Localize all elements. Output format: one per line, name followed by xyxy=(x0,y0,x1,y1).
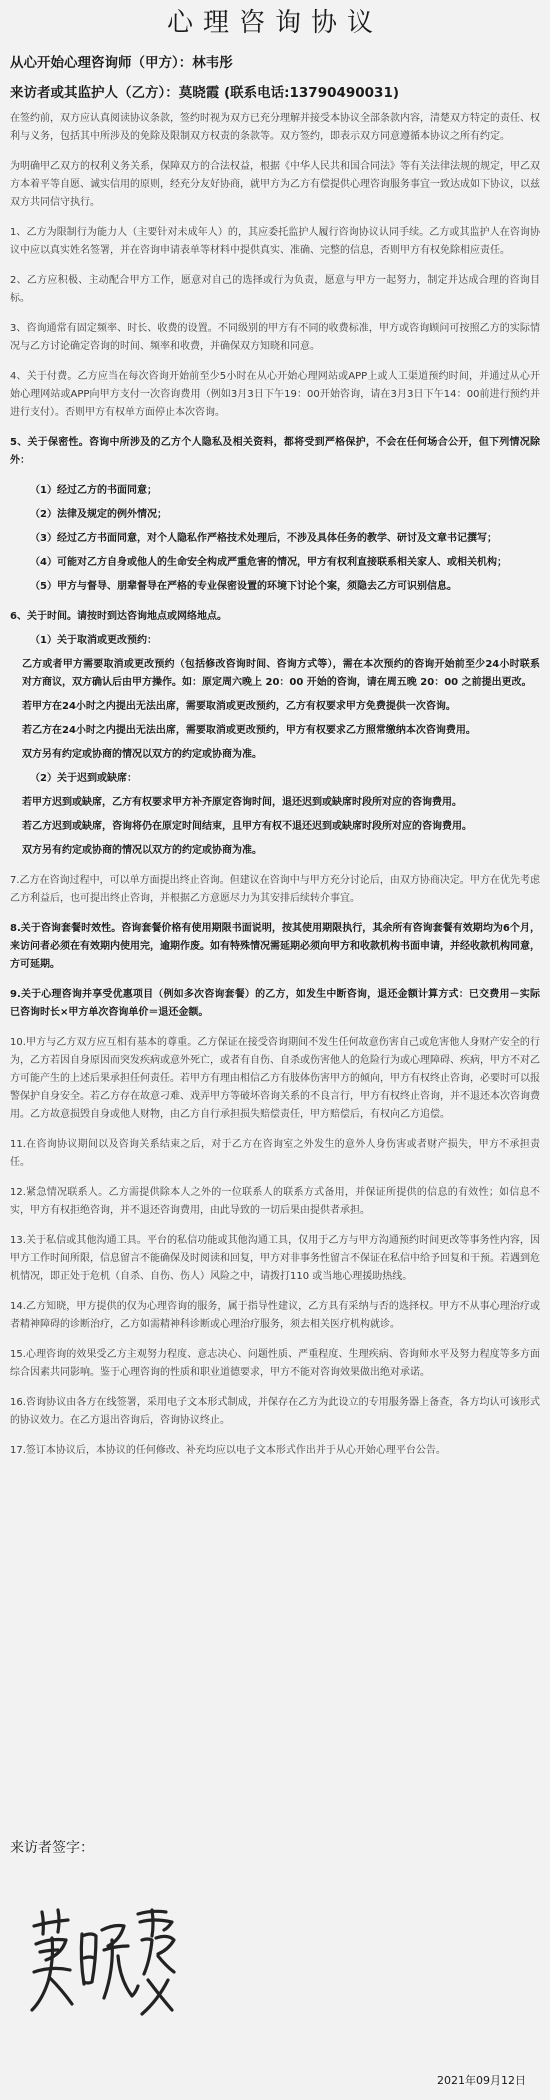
clause-paragraph: 若乙方迟到或缺席，咨询将仍在原定时间结束，且甲方有权不退还迟到或缺席时段所对应的咨询费用。 xyxy=(22,821,472,832)
clause-paragraph: 若甲方在24小时之内提出无法出席，需要取消或更改预约，乙方有权要求甲方免费提供一次咨询。 xyxy=(22,701,456,712)
signature-label: 来访者签字： xyxy=(10,1840,94,1856)
clause-paragraph: 12.紧急情况联系人。乙方需提供除本人之外的一位联系人的联系方式备用，并保证所提供的信息的有效性；如信息不实，甲方有权拒绝咨询，并不退还咨询费用，由此导致的一切后果由提供者承担。 xyxy=(10,1187,540,1216)
clause-paragraph: 在签约前，双方应认真阅读协议条款，签约时视为双方已充分理解并接受本协议全部条款内容，清楚双方特定的责任、权利与义务，包括其中所涉及的免除及限制双方权责的条款等。双方签约，即表示双方同意遵循本协议之所有约定。 xyxy=(10,113,540,142)
clause-paragraph: 5、关于保密性。咨询中所涉及的乙方个人隐私及相关资料，都将受到严格保护，不会在任何场合公开，但下列情况除外： xyxy=(10,437,540,466)
party-a-line: 从心开始心理咨询师（甲方）：林韦彤 xyxy=(10,55,233,71)
clause-paragraph: 10.甲方与乙方双方应互相有基本的尊重。乙方保证在接受咨询期间不发生任何故意伤害自己或危害他人身财产安全的行为，乙方若因自身原因而突发疾病或意外死亡，或者有自伤、自杀或伤害他人的危险行为或心理障碍、疾病，甲方不对乙方可能产生的上述后果承担任何责任。若甲方有理由相信乙方有肢体伤害甲方的倾向，甲方有权终止咨询，必要时可以报警保护自身安全。若乙方存在故意刁难、戏弄甲方等破坏咨询关系的不良言行，甲方有权终止咨询，并不退还本次咨询费用。乙方故意损毁自身或他人财物，由乙方自行承担损失赔偿责任，甲方赔偿后，有权向乙方追偿。 xyxy=(10,1037,540,1120)
clause-paragraph: 乙方或者甲方需要取消或更改预约（包括修改咨询时间、咨询方式等），需在本次预约的咨询开始前至少24小时联系对方商议，双方确认后由甲方操作。如：原定周六晚上 20：00 开始的咨询，请在周五晚 20：00 之前提出更改。 xyxy=(22,659,540,688)
clause-paragraph: （1）关于取消或更改预约： xyxy=(30,635,157,646)
clause-paragraph: 4、关于付费。乙方应当在每次咨询开始前至少5小时在从心开始心理网站或APP上或人工渠道预约时间，并通过从心开始心理网站或APP向甲方支付一次咨询费用（例如3月3日下午19：00开始咨询，请在3月3日下午14：00前进行预约并进行支付）。否则甲方有权单方面停止本次咨询。 xyxy=(10,371,540,418)
signing-date: 2021年09月12日 xyxy=(437,2074,526,2087)
clause-paragraph: 17.签订本协议后，本协议的任何修改、补充均应以电子文本形式作出并于从心开始心理平台公告。 xyxy=(10,1445,446,1456)
clause-paragraph: 11.在咨询协议期间以及咨询关系结束之后，对于乙方在咨询室之外发生的意外人身伤害或者财产损失，甲方不承担责任。 xyxy=(10,1139,540,1168)
clause-paragraph: 为明确甲乙双方的权利义务关系，保障双方的合法权益，根据《中华人民共和国合同法》等有关法律法规的规定，甲乙双方本着平等自愿、诚实信用的原则，经充分友好协商，就甲方为乙方有偿提供心理咨询服务事宜一致达成如下协议，以兹双方共同信守执行。 xyxy=(10,161,540,208)
clause-paragraph: （5）甲方与督导、朋辈督导在严格的专业保密设置的环境下讨论个案，须隐去乙方可识别信息。 xyxy=(30,581,457,592)
clause-paragraph: 13.关于私信或其他沟通工具。平台的私信功能或其他沟通工具，仅用于乙方与甲方沟通预约时间更改等事务性内容，因甲方工作时间所限，信息留言不能确保及时阅读和回复，甲方对非事务性留言不保证在私信中给予回复和干预。若遇到危机情况，即正处于危机（自杀、自伤、伤人）风险之中，请拨打110 或当地心理援助热线。 xyxy=(10,1235,540,1282)
clause-paragraph: 8.关于咨询套餐时效性。咨询套餐价格有使用期限书面说明，按其使用期限执行，其余所有咨询套餐有效期均为6个月，来访问者必须在有效期内使用完，逾期作废。如有特殊情况需延期必须向甲方和收款机构书面申请，并经收款机构同意，方可延期。 xyxy=(10,923,540,970)
clause-paragraph: 3、咨询通常有固定频率、时长、收费的设置。不同级别的甲方有不同的收费标准，甲方或咨询顾问可按照乙方的实际情况与乙方讨论确定咨询的时间、频率和收费，并确保双方知晓和同意。 xyxy=(10,323,540,352)
clause-paragraph: 9.关于心理咨询并享受优惠项目（例如多次咨询套餐）的乙方，如发生中断咨询，退还金额计算方式：已交费用－实际已咨询时长×甲方单次咨询单价＝退还金额。 xyxy=(10,989,540,1018)
document-title: 心理咨询协议 xyxy=(166,8,383,38)
clause-paragraph: 双方另有约定或协商的情况以双方的约定或协商为准。 xyxy=(22,749,262,760)
clause-paragraph: 14.乙方知晓，甲方提供的仅为心理咨询的服务，属于指导性建议，乙方具有采纳与否的选择权。甲方不从事心理治疗或者精神障碍的诊断治疗，乙方如需精神科诊断或心理治疗服务，须去相关医疗机构就诊。 xyxy=(10,1301,540,1330)
clause-paragraph: 若甲方迟到或缺席，乙方有权要求甲方补齐原定咨询时间，退还迟到或缺席时段所对应的咨询费用。 xyxy=(22,797,462,808)
party-b-line: 来访者或其监护人（乙方）：莫晓霞 (联系电话:13790490031) xyxy=(10,85,400,101)
clause-paragraph: 双方另有约定或协商的情况以双方的约定或协商为准。 xyxy=(22,845,262,856)
clause-paragraph: 1、乙方为限制行为能力人（主要针对未成年人）的，其应委托监护人履行咨询协议认同手续。乙方或其监护人在咨询协议中应以真实姓名签署，并在咨询申请表单等材料中提供真实、准确、完整的信息，否则甲方有权免除相应责任。 xyxy=(10,227,540,256)
clause-paragraph: （1）经过乙方的书面同意； xyxy=(30,485,157,496)
clause-paragraph: （3）经过乙方书面同意，对个人隐私作严格技术处理后，不涉及具体任务的教学、研讨及文章书记撰写； xyxy=(30,533,497,544)
clause-paragraph: 15.心理咨询的效果受乙方主观努力程度、意志决心、问题性质、严重程度、生理疾病、咨询师水平及努力程度等多方面综合因素共同影响。鉴于心理咨询的性质和职业道德要求，甲方不能对咨询效果做出绝对承诺。 xyxy=(10,1349,540,1378)
clause-paragraph: （2）关于迟到或缺席： xyxy=(30,773,137,784)
handwritten-signature xyxy=(28,1900,178,2020)
clause-paragraph: （4）可能对乙方自身或他人的生命安全构成严重危害的情况，甲方有权利直接联系相关家人、或相关机构； xyxy=(30,557,507,568)
clause-paragraph: 16.咨询协议由各方在线签署，采用电子文本形式制成，并保存在乙方为此设立的专用服务器上备查，各方均认可该形式的协议效力。在乙方退出咨询后，咨询协议终止。 xyxy=(10,1397,540,1426)
clause-paragraph: 6、关于时间。请按时到达咨询地点或网络地点。 xyxy=(10,611,227,622)
clause-paragraph: 2、乙方应积极、主动配合甲方工作，愿意对自己的选择或行为负责，愿意与甲方一起努力，制定并达成合理的咨询目标。 xyxy=(10,275,540,304)
agreement-body xyxy=(10,110,540,1460)
clause-paragraph: 若乙方在24小时之内提出无法出席，需要取消或更改预约，甲方有权要求乙方照常缴纳本次咨询费用。 xyxy=(22,725,476,736)
clause-paragraph: （2）法律及规定的例外情况； xyxy=(30,509,167,520)
clause-paragraph: 7.乙方在咨询过程中，可以单方面提出终止咨询。但建议在咨询中与甲方充分讨论后，由双方协商决定。甲方在优先考虑乙方利益后，也可提出终止咨询，并根据乙方意愿尽力为其安排后续转介事宜。 xyxy=(10,875,540,904)
